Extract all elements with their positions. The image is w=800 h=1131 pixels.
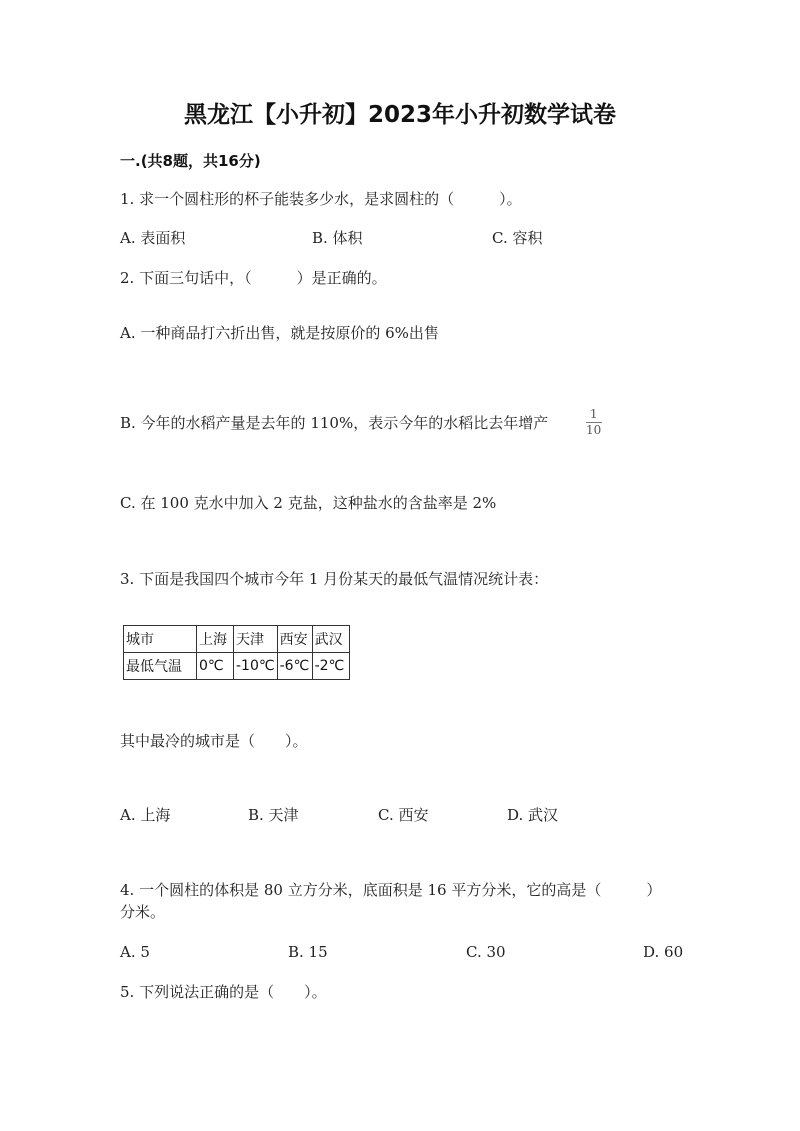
section-heading: 一.(共8题，共16分) <box>120 152 261 170</box>
fraction-one-tenth <box>584 408 603 437</box>
table-cell: 0℃ <box>197 653 234 680</box>
table-cell: -2℃ <box>312 653 349 680</box>
question-3-option-b: B. 天津 <box>248 806 299 824</box>
table-cell: -10℃ <box>234 653 278 680</box>
table-row <box>124 626 350 653</box>
question-2-text: 2. 下面三句话中，（ ）是正确的。 <box>120 269 387 287</box>
question-3-option-a: A. 上海 <box>120 806 171 824</box>
question-4-option-b: B. 15 <box>288 943 328 961</box>
question-3-option-d: D. 武汉 <box>507 806 559 824</box>
question-4-option-a: A. 5 <box>120 943 150 961</box>
question-3-text: 3. 下面是我国四个城市今年 1 月份某天的最低气温情况统计表： <box>120 570 549 588</box>
question-1-option-c: C. 容积 <box>492 229 543 247</box>
question-4-option-c: C. 30 <box>466 943 506 961</box>
question-4-option-d: D. 60 <box>643 943 684 961</box>
table-cell: 天津 <box>234 626 278 653</box>
question-1-option-b: B. 体积 <box>312 229 363 247</box>
table-cell: 武汉 <box>312 626 349 653</box>
table-cell: 城市 <box>124 626 197 653</box>
question-1-option-a: A. 表面积 <box>120 229 186 247</box>
question-5-text: 5. 下列说法正确的是（ ）。 <box>120 983 327 1001</box>
page-title: 黑龙江【小升初】2023年小升初数学试卷 <box>183 102 616 128</box>
question-3-prompt: 其中最冷的城市是（ ）。 <box>120 732 308 750</box>
question-4-text-line2: 分米。 <box>120 903 166 921</box>
table-row <box>124 653 350 680</box>
question-1-text: 1. 求一个圆柱形的杯子能装多少水，是求圆柱的（ ）。 <box>120 190 522 208</box>
question-4-text-line1: 4. 一个圆柱的体积是 80 立方分米，底面积是 16 平方分米，它的高是（ ） <box>120 881 662 899</box>
table-cell: 最低气温 <box>124 653 197 680</box>
question-2-option-b: B. 今年的水稻产量是去年的 110%，表示今年的水稻比去年增产 <box>120 414 549 432</box>
temperature-table <box>123 625 350 680</box>
table-cell: 西安 <box>277 626 312 653</box>
question-2-option-a: A. 一种商品打六折出售，就是按原价的 6%出售 <box>120 324 439 342</box>
question-3-option-c: C. 西安 <box>378 806 429 824</box>
question-2-option-c: C. 在 100 克水中加入 2 克盐，这种盐水的含盐率是 2% <box>120 494 497 512</box>
table-cell: -6℃ <box>277 653 312 680</box>
table-cell: 上海 <box>197 626 234 653</box>
fraction-numerator: 1 <box>589 407 598 421</box>
fraction-denominator: 10 <box>586 423 602 437</box>
